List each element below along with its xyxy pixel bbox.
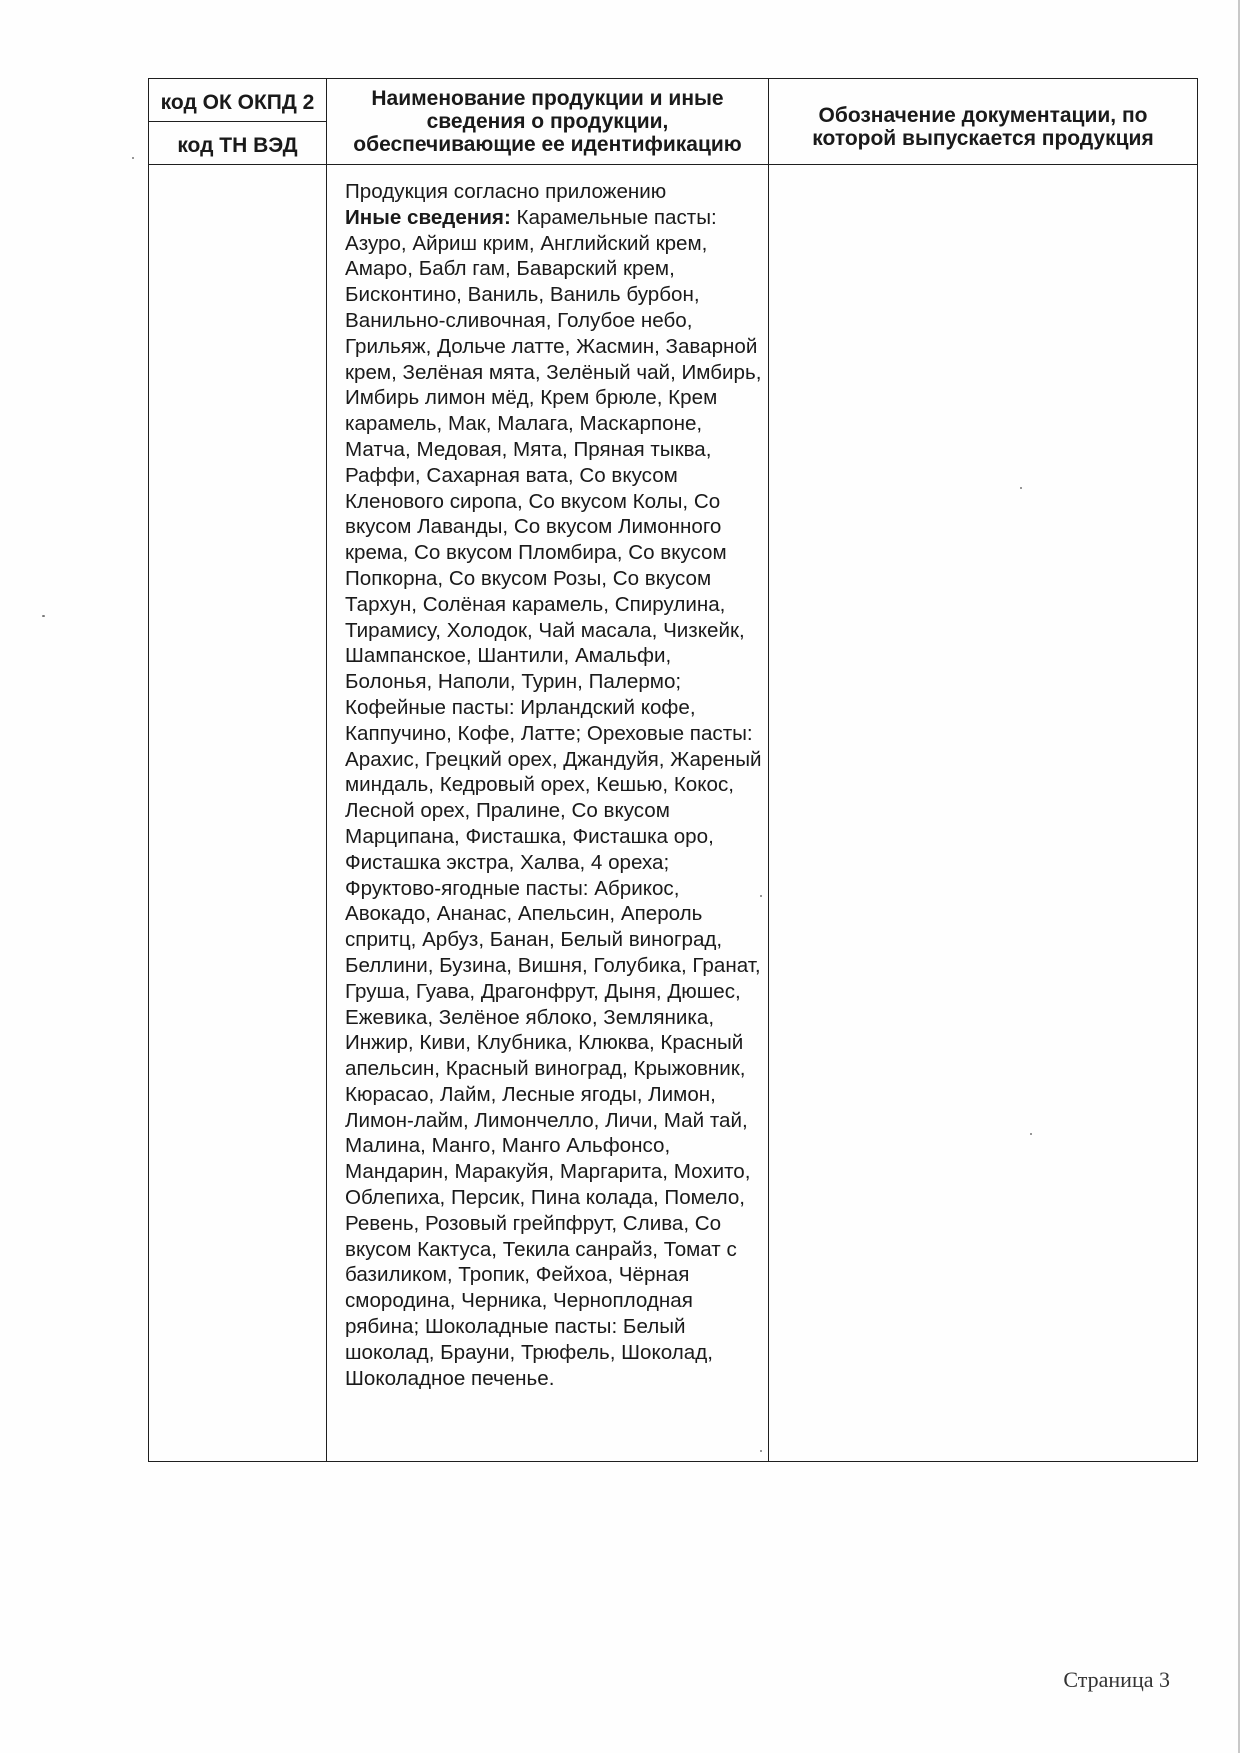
product-other-info bbox=[345, 205, 762, 1392]
scan-speck bbox=[760, 895, 762, 897]
table-row bbox=[149, 165, 1198, 1462]
table-header-row bbox=[149, 79, 1198, 122]
other-info-label: Иные сведения: bbox=[345, 205, 511, 229]
other-info-text: Карамельные пасты: Азуро, Айриш крим, Английский крем, Амаро, Бабл гам, Баварский крем, Бисконтино, Ваниль, Ваниль бурбон, Ванильно-сливочная, Голубое небо, Грильяж, Дольче латте, Жасмин, Заварной крем, Зелёная мята, Зелёный чай, Имбирь, Имбирь лимон мёд, Крем брюле, Крем карамель, Мак, Малага, Маскарпоне, Матча, Медовая, Мята, Пряная тыква, Раффи, Сахарная вата, Со вкусом Кленового сиропа, Со вкусом Колы, Со вкусом Лаванды, Со вкусом Лимонного крема, Со вкусом Пломбира, Со вкусом Попкорна, Со вкусом Розы, Со вкусом Тархун, Солёная карамель, Спирулина, Тирамису, Холодок, Чай масала, Чизкейк, Шампанское, Шантили, Амальфи, Болонья, Наполи, Турин, Палермо; Кофейные пасты: Ирландский кофе, Каппучино, Кофе, Латте; Ореховые пасты: Арахис, Грецкий орех, Джандуйя, Жареный миндаль, Кедровый орех, Кешью, Кокос, Лесной орех, Пралине, Со вкусом Марципана, Фисташка, Фисташка оро, Фисташка экстра, Халва, 4 ореха; Фруктово-ягодные пасты: Абрикос, Авокадо, Ананас, Апельсин, Апероль спритц, Арбуз, Банан, Белый виноград, Беллини, Бузина, Вишня, Голубика, Гранат, Груша, Гуава, Драгонфрут, Дыня, Дюшес, Ежевика, Зелёное яблоко, Земляника, Инжир, Киви, Клубника, Клюква, Красный апельсин, Красный виноград, Крыжовник, Кюрасао, Лайм, Лесные ягоды, Лимон, Лимон-лайм, Лимончелло, Личи, Май тай, Малина, Манго, Манго Альфонсо, Мандарин, Маракуйя, Маргарита, Мохито, Облепиха, Персик, Пина колада, Помело, Ревень, Розовый грейпфрут, Слива, Со вкусом Кактуса, Текила санрайз, Томат с базиликом, Тропик, Фейхоа, Чёрная смородина, Черника, Черноплодная рябина; Шоколадные пасты: Белый шоколад, Брауни, Трюфель, Шоколад, Шоколадное печенье. bbox=[345, 205, 762, 1390]
code-cell bbox=[149, 165, 327, 1462]
certificate-table bbox=[148, 78, 1198, 1462]
documentation-header-label: Обозначение документации, по которой выпускается продукция bbox=[812, 103, 1154, 150]
okpd-code-header bbox=[149, 79, 327, 122]
documentation-header bbox=[769, 79, 1198, 165]
scan-speck bbox=[42, 615, 45, 617]
product-name-header-label: Наименование продукции и иные сведения о продукции, обеспечивающие ее идентификацию bbox=[353, 87, 742, 156]
okpd-code-header-label: код ОК ОКПД 2 bbox=[160, 90, 315, 114]
product-intro: Продукция согласно приложению bbox=[345, 180, 667, 203]
tnved-code-header bbox=[149, 122, 327, 165]
documentation-cell bbox=[769, 165, 1198, 1462]
tnved-code-header-label: код ТН ВЭД bbox=[177, 133, 298, 157]
scan-speck bbox=[760, 1450, 762, 1452]
scan-speck bbox=[132, 157, 134, 159]
page-number: Страница 3 bbox=[1063, 1667, 1170, 1692]
scan-speck bbox=[1020, 487, 1022, 489]
scan-speck bbox=[1030, 1133, 1032, 1135]
product-name-header bbox=[327, 79, 769, 165]
product-description-cell bbox=[327, 165, 769, 1462]
